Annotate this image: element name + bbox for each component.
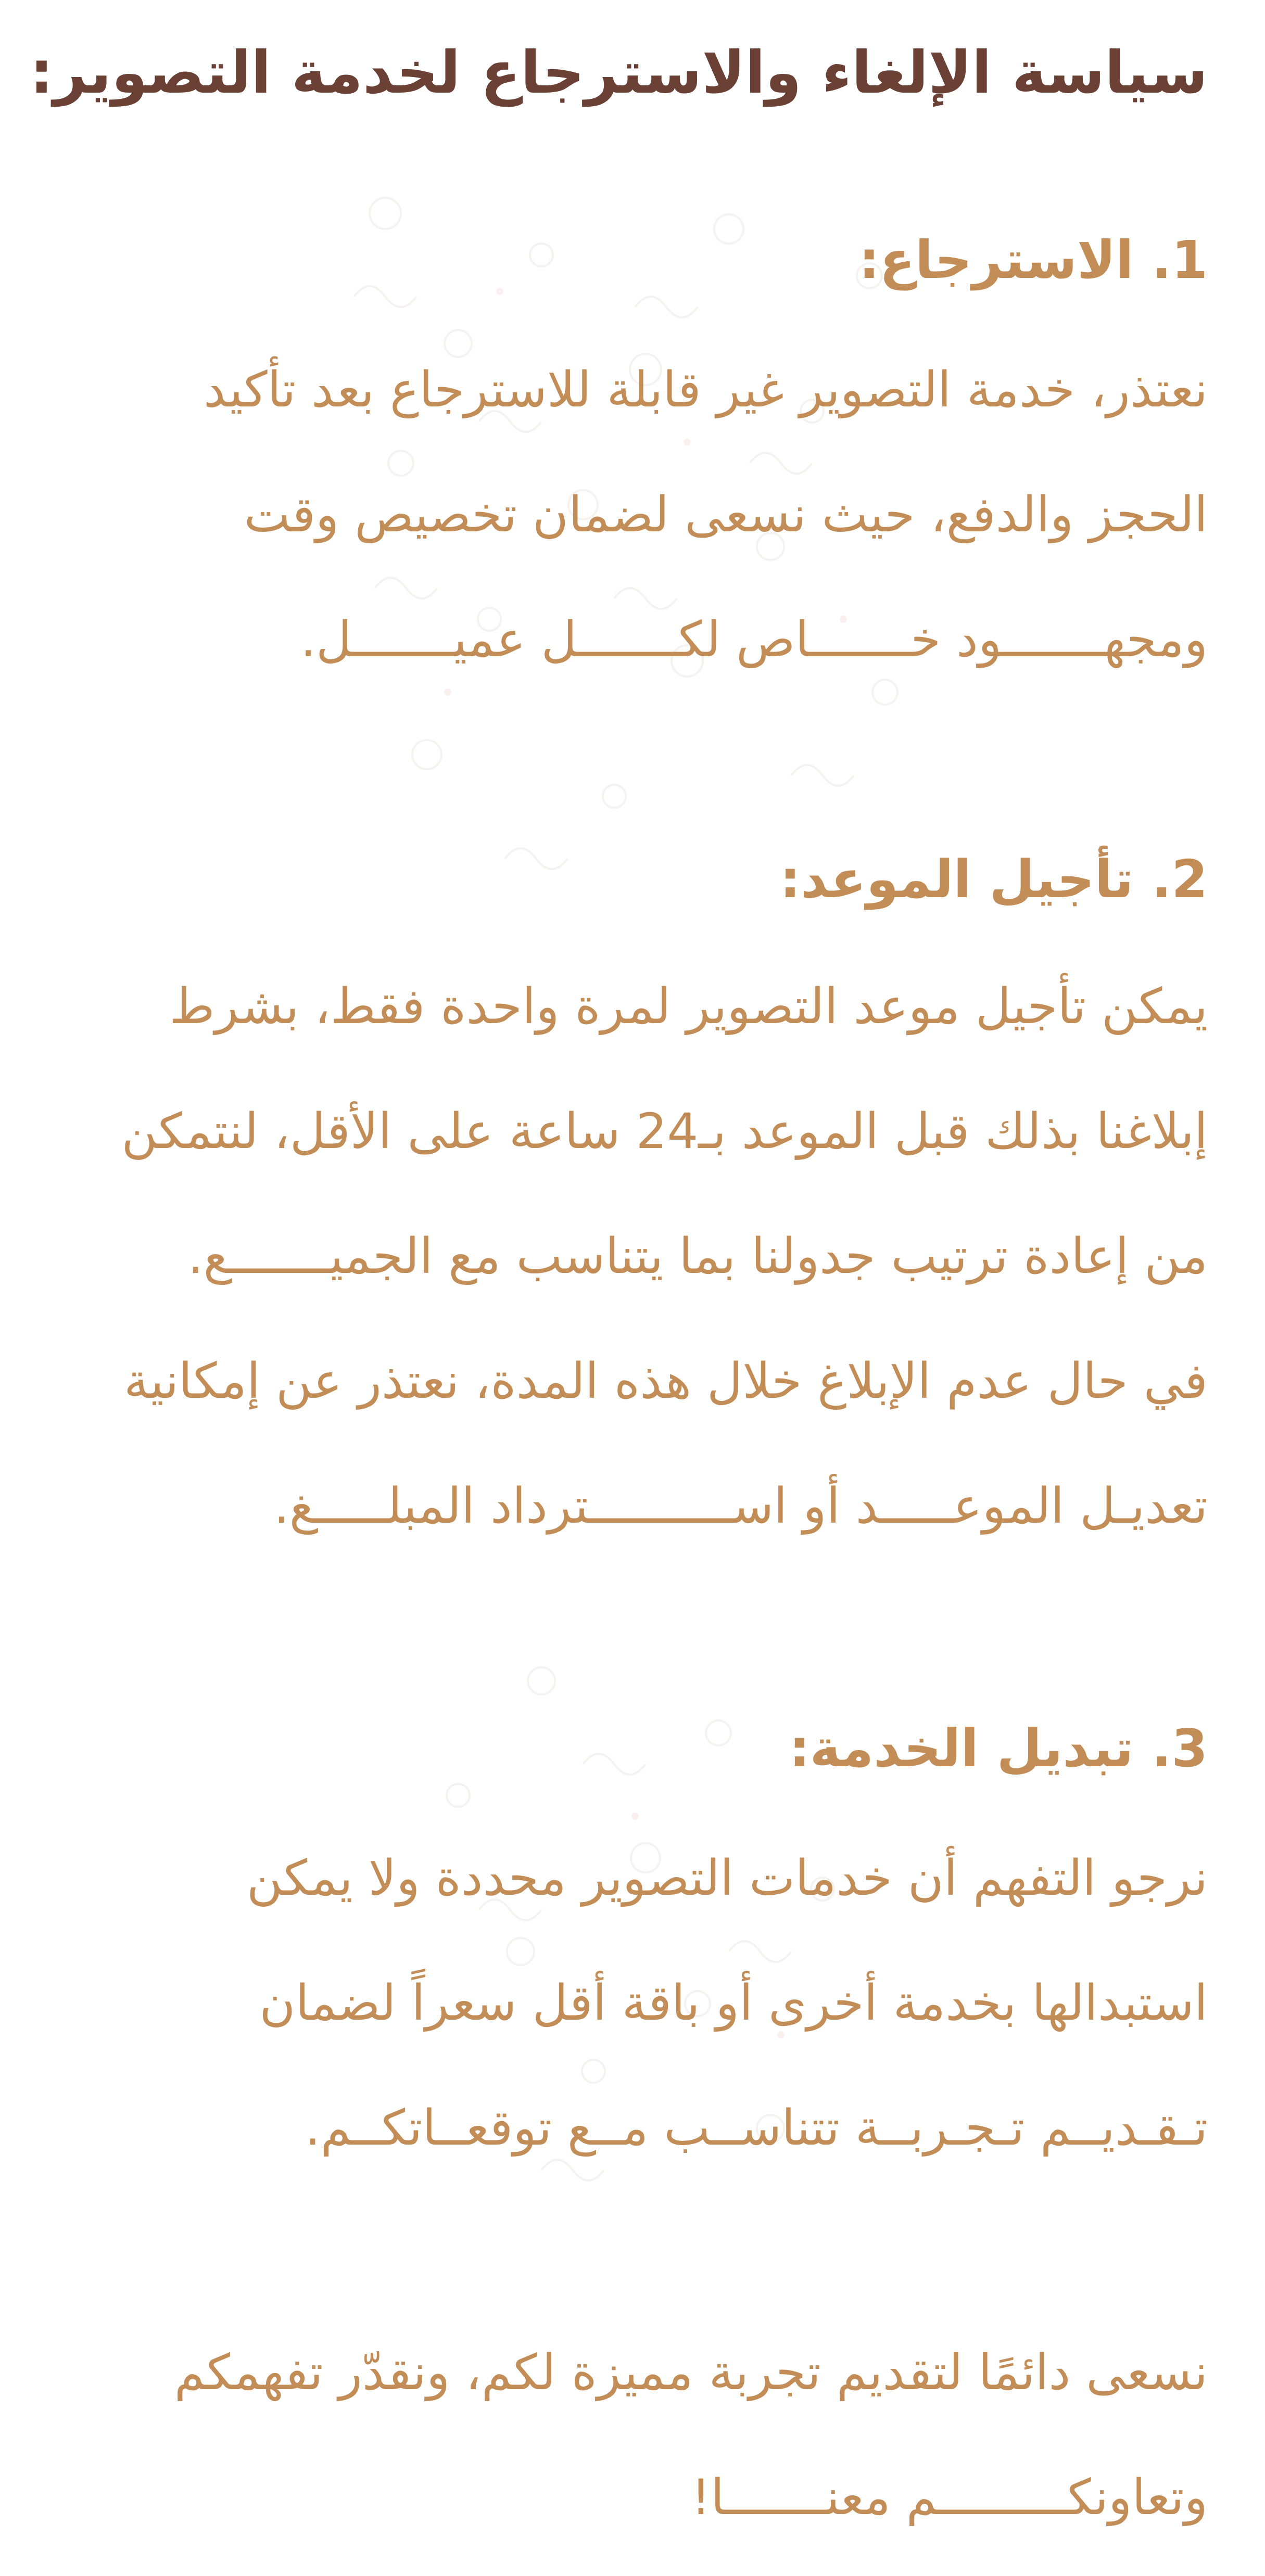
paragraph-line: يمكن تأجيل موعد التصوير لمرة واحدة فقط، بشرط (169, 978, 1208, 1035)
section-paragraph (57, 328, 1208, 703)
paragraph-line: من إعادة ترتيب جدولنا بما يتناسب مع الجميـــــــع. (187, 1228, 1208, 1285)
section-paragraph (57, 945, 1208, 1569)
section-paragraph (57, 1816, 1208, 2191)
paragraph-line: نرجو التفهم أن خدمات التصوير محددة ولا يمكن (246, 1850, 1208, 1907)
section-heading: 3. تبديل الخدمة: (789, 1718, 1208, 1779)
page-title: سياسة الإلغاء والاسترجاع لخدمة التصوير: (30, 39, 1208, 107)
section-heading: 2. تأجيل الموعد: (779, 849, 1208, 910)
section-heading: 1. الاسترجاع: (858, 229, 1208, 290)
paragraph-line: نسعى دائمًا لتقديم تجربة مميزة لكم، ونقدّر تفهمكم (174, 2344, 1208, 2401)
paragraph-line: وتعاونكـــــــــم معنـــــــا! (691, 2469, 1208, 2526)
paragraph-line: إبلاغنا بذلك قبل الموعد بـ24 ساعة على الأقل، لنتمكن (121, 1103, 1208, 1160)
paragraph-line: نعتذر، خدمة التصوير غير قابلة للاسترجاع بعد تأكيد (204, 362, 1208, 418)
paragraph-line: ومجهـــــــود خـــــــاص لكـــــــل عميـــــــل. (300, 611, 1208, 668)
paragraph-line: استبدالها بخدمة أخرى أو باقة أقل سعراً لضمان (259, 1975, 1208, 2032)
closing-paragraph (57, 2311, 1208, 2560)
paragraph-line: في حال عدم الإبلاغ خلال هذه المدة، نعتذر عن إمكانية (124, 1353, 1208, 1410)
paragraph-line: تـقـديــم تـجـربــة تتناســب مــع توقعــاتكــم. (305, 2100, 1208, 2157)
paragraph-line: تعديـل الموعـــــد أو اســــــــــترداد المبلـــــغ. (273, 1478, 1208, 1535)
paragraph-line: الحجز والدفع، حيث نسعى لضمان تخصيص وقت (244, 487, 1208, 543)
